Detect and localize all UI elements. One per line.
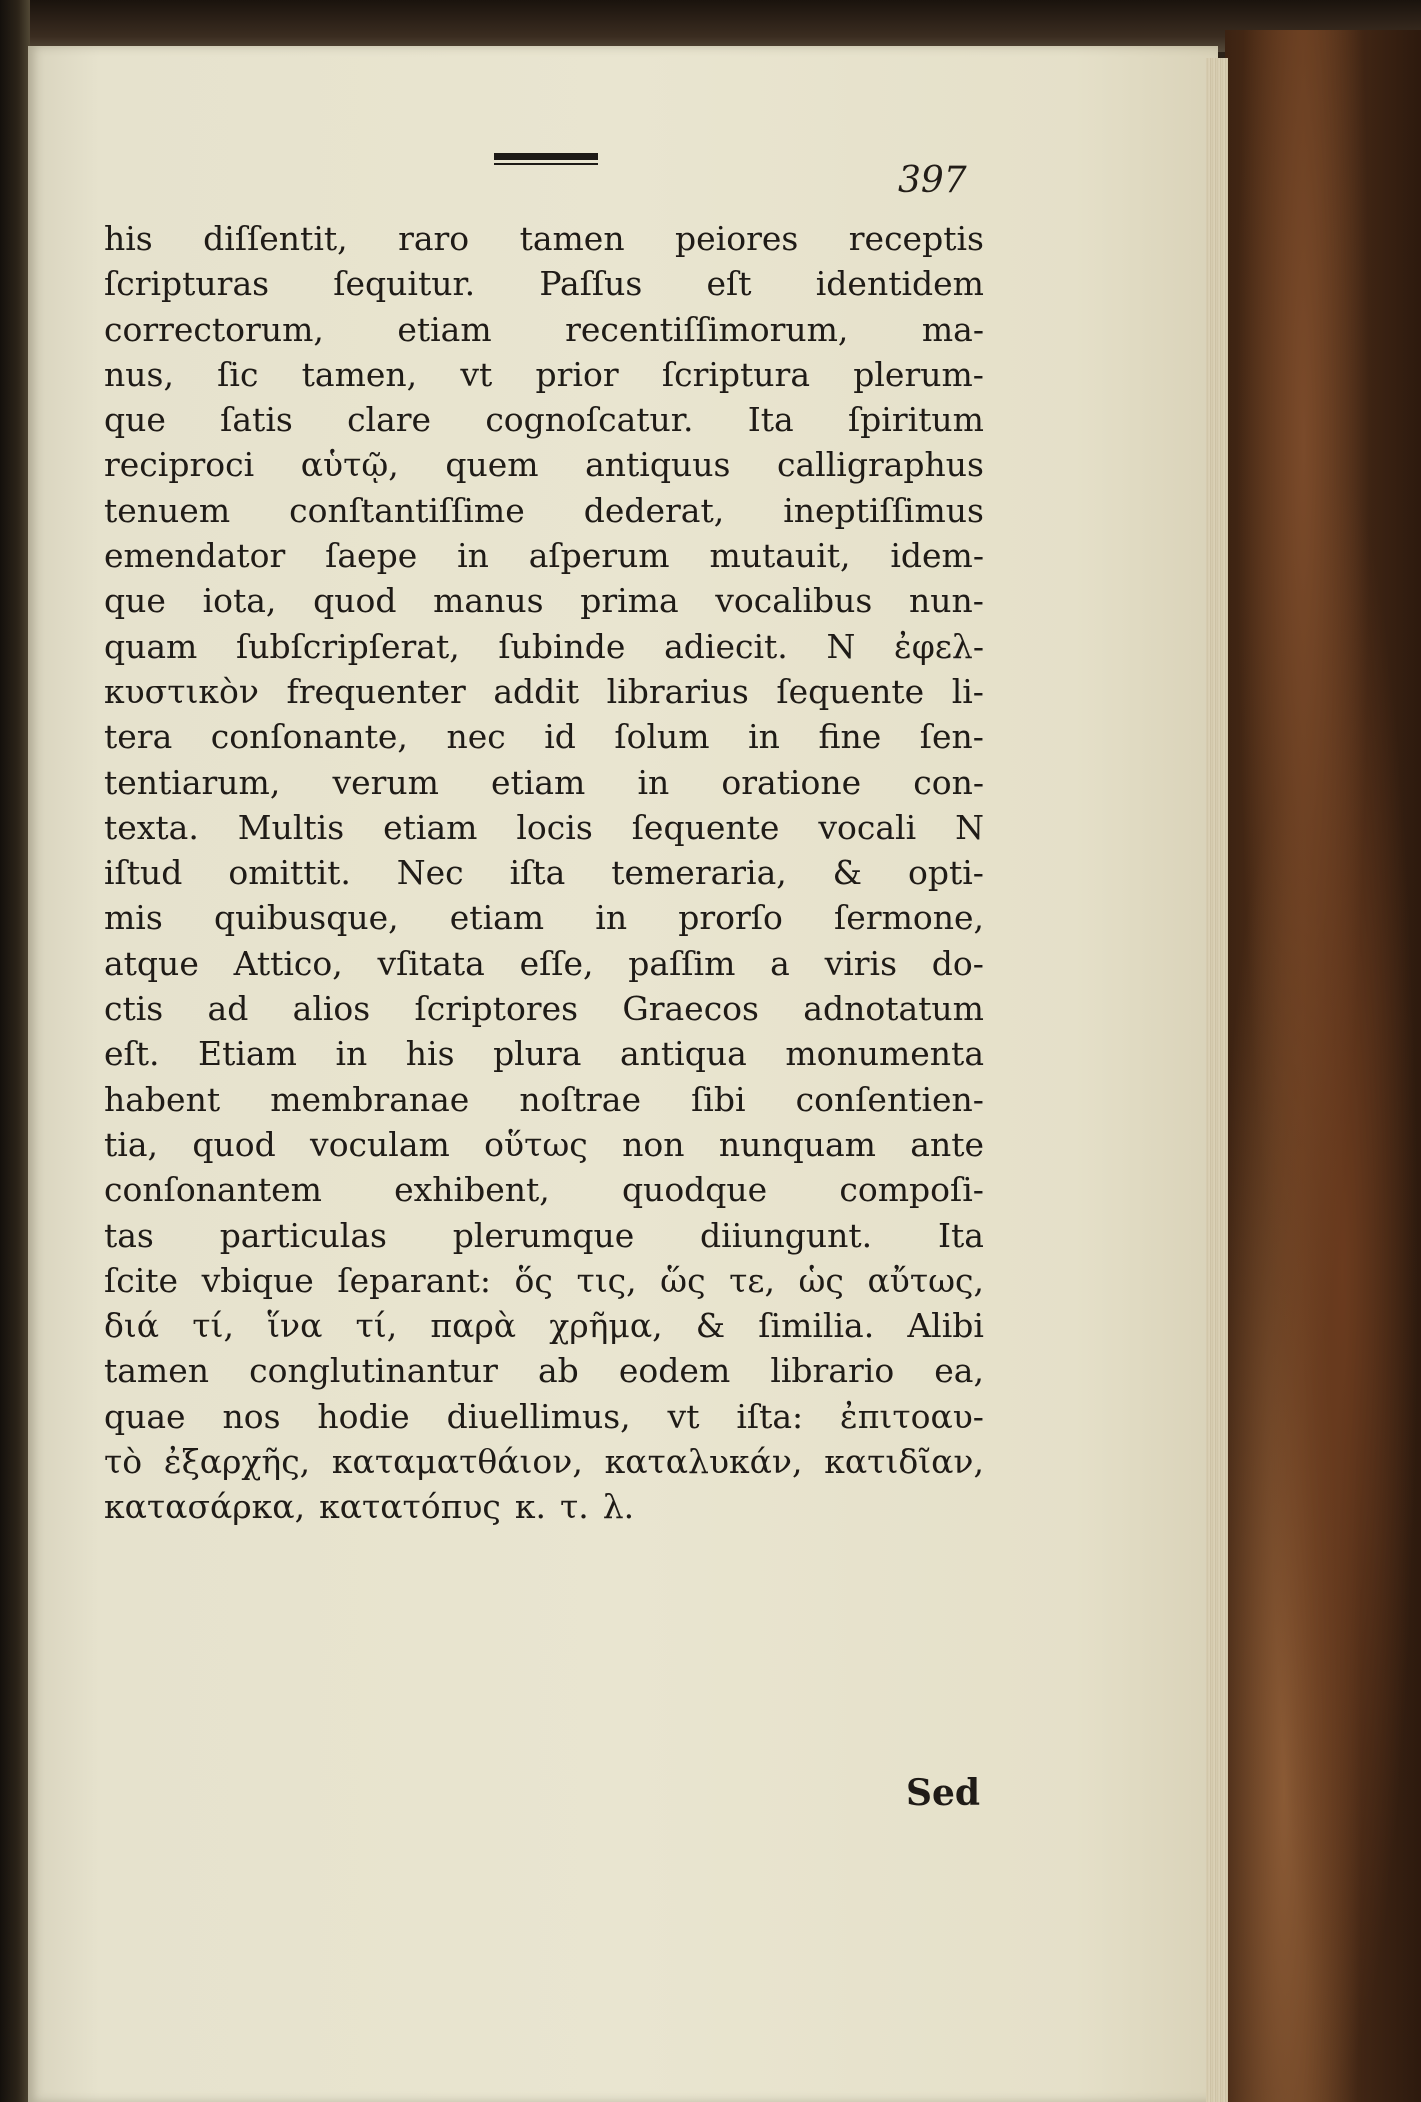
text-line: tentiarum, verum etiam in oratione con- <box>104 762 984 802</box>
book-cover-top <box>30 0 1421 52</box>
text-line: quae nos hodie diuellimus, vt iſta: ἐπιτοαυ- <box>104 1396 984 1436</box>
text-line: iſtud omittit. Nec iſta temeraria, & opti- <box>104 853 984 893</box>
text-line: quam ſubſcripſerat, ſubinde adiecit. N ἐφελ- <box>104 626 984 666</box>
text-line: ſcripturas ſequitur. Paſſus eſt identidem <box>104 264 984 304</box>
text-line: διά τί, ἵνα τί, παρὰ χρῆμα, & ſimilia. Alibi <box>104 1306 984 1346</box>
catchword: Sed <box>906 1772 981 1814</box>
text-line: mis quibusque, etiam in prorſo ſermone, <box>104 898 984 938</box>
text-line: nus, ſic tamen, vt prior ſcriptura plerum- <box>104 354 984 394</box>
text-line: tas particulas plerumque diiungunt. Ita <box>104 1215 984 1255</box>
text-line: conſonantem exhibent, quodque compoſi- <box>104 1170 984 1210</box>
text-line: emendator ſaepe in aſperum mutauit, idem- <box>104 536 984 576</box>
page-edges <box>1206 58 1228 2102</box>
text-line: ctis ad alios ſcriptores Graecos adnotatum <box>104 989 984 1029</box>
text-line: correctorum, etiam recentiſſimorum, ma- <box>104 309 984 349</box>
text-line: τὸ ἐξαρχῆς, καταματθάιον, καταλυκάν, κατιδῖαν, <box>104 1442 984 1482</box>
text-line: κατασάρκα, κατατόπυς κ. τ. λ. <box>104 1487 635 1527</box>
page-number: 397 <box>898 160 967 201</box>
text-line: tia, quod voculam οὕτως non nunquam ante <box>104 1124 984 1164</box>
text-line: tera conſonante, nec id ſolum in fine ſen- <box>104 717 984 757</box>
text-line: eſt. Etiam in his plura antiqua monumenta <box>104 1034 984 1074</box>
text-line: κυστικὸν frequenter addit librarius ſequente li- <box>104 671 984 711</box>
text-line: tamen conglutinantur ab eodem librario ea, <box>104 1351 984 1391</box>
text-line: reciproci αὑτῷ, quem antiquus calligraphus <box>104 445 984 485</box>
text-line: que iota, quod manus prima vocalibus nun- <box>104 581 984 621</box>
text-line: atque Attico, vſitata eſſe, paſſim a viris do- <box>104 943 984 983</box>
text-line: ſcite vbique ſeparant: ὅς τις, ὥς τε, ὡς αὔτως, <box>104 1260 984 1300</box>
header-ornament-rule <box>494 153 598 160</box>
text-line: his diſſentit, raro tamen peiores receptis <box>104 219 984 258</box>
body-text <box>104 216 984 1530</box>
text-line: texta. Multis etiam locis ſequente vocali N <box>104 807 984 847</box>
book-cover-edge <box>1225 30 1421 2102</box>
text-line: habent membranae noſtrae ſibi conſentien- <box>104 1079 984 1119</box>
text-line: tenuem conſtantiſſime dederat, ineptiſſimus <box>104 490 984 530</box>
book-gutter-shadow <box>0 0 30 2102</box>
text-line: que ſatis clare cognoſcatur. Ita ſpiritum <box>104 400 984 440</box>
